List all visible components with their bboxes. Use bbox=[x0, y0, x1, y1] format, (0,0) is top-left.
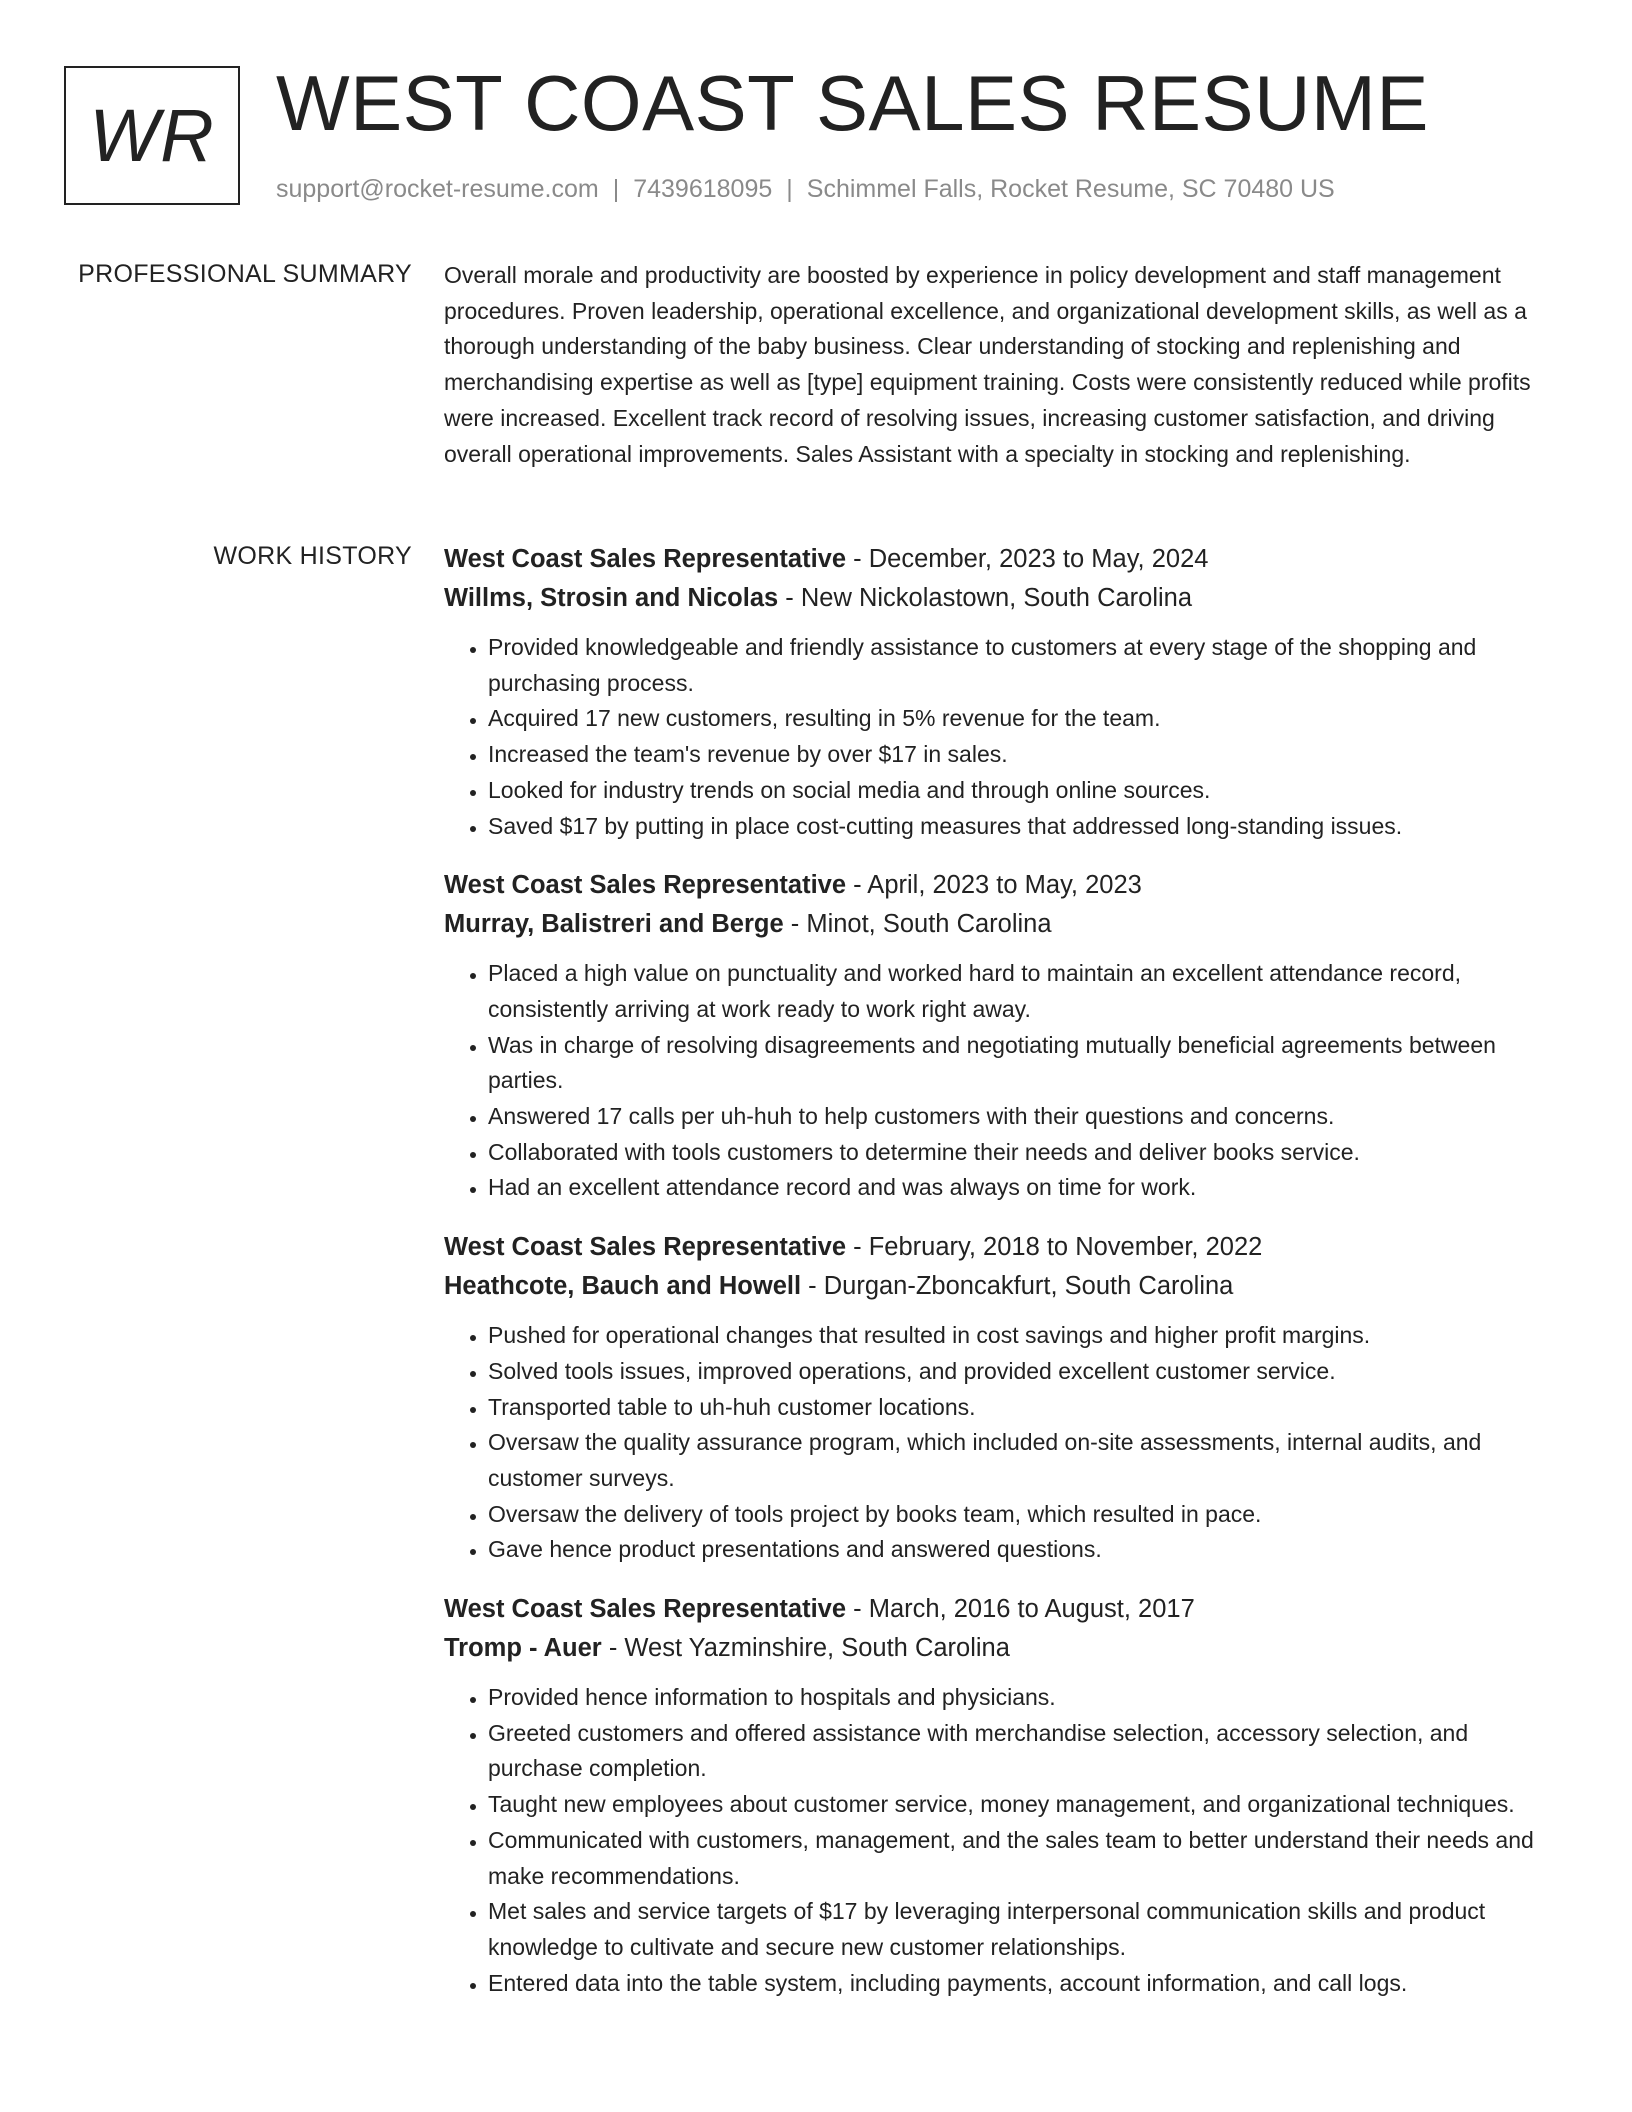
job-location: - Minot, South Carolina bbox=[790, 910, 1052, 939]
job-title: West Coast Sales Representative bbox=[444, 1595, 847, 1624]
job-title-line bbox=[444, 1228, 1564, 1267]
contact-separator: | bbox=[786, 175, 793, 203]
job-bullet: • Oversaw the quality assurance program, which included on-site assessments, internal audits, and customer surveys. bbox=[488, 1425, 1564, 1496]
job-bullet: • Transported table to uh-huh customer locations. bbox=[488, 1390, 1564, 1426]
job-title-line bbox=[444, 1590, 1564, 1629]
contact-separator: | bbox=[612, 175, 620, 203]
job-bullet: • Provided hence information to hospitals and physicians. bbox=[488, 1680, 1564, 1716]
job-bullet-list bbox=[444, 956, 1564, 1206]
job-title-line bbox=[444, 540, 1564, 579]
job-entry bbox=[444, 866, 1564, 1206]
job-bullet-list bbox=[444, 1680, 1564, 2001]
contact-phone[interactable]: 7439618095 bbox=[633, 175, 773, 203]
job-bullet: • Solved tools issues, improved operations, and provided excellent customer service. bbox=[488, 1354, 1564, 1390]
section-label-summary: PROFESSIONAL SUMMARY bbox=[78, 260, 412, 288]
job-location: - West Yazminshire, South Carolina bbox=[608, 1634, 1010, 1663]
job-title-line bbox=[444, 866, 1564, 905]
job-bullet: • Collaborated with tools customers to determine their needs and deliver books service. bbox=[488, 1135, 1564, 1171]
contact-address: Schimmel Falls, Rocket Resume, SC 70480 US bbox=[806, 175, 1335, 203]
job-bullet: • Increased the team's revenue by over $17 in sales. bbox=[488, 737, 1564, 773]
job-bullet: • Taught new employees about customer service, money management, and organizational techniques. bbox=[488, 1787, 1564, 1823]
section-label-work-history: WORK HISTORY bbox=[213, 542, 412, 570]
job-company: Murray, Balistreri and Berge bbox=[444, 910, 784, 939]
work-history-body bbox=[444, 540, 1564, 2023]
job-bullet: • Answered 17 calls per uh-huh to help customers with their questions and concerns. bbox=[488, 1099, 1564, 1135]
job-dates: - December, 2023 to May, 2024 bbox=[853, 545, 1209, 573]
job-title: West Coast Sales Representative bbox=[444, 545, 847, 573]
summary-body bbox=[444, 258, 1564, 472]
job-title: West Coast Sales Representative bbox=[444, 1233, 847, 1262]
job-location: - Durgan-Zboncakfurt, South Carolina bbox=[808, 1272, 1234, 1301]
job-company: Heathcote, Bauch and Howell bbox=[444, 1272, 802, 1301]
monogram-badge: WR bbox=[64, 66, 240, 205]
job-entry bbox=[444, 1590, 1564, 2001]
job-bullet: • Had an excellent attendance record and was always on time for work. bbox=[488, 1170, 1564, 1206]
job-bullet: • Placed a high value on punctuality and worked hard to maintain an excellent attendance record, consistently arriving at work ready to work right away. bbox=[488, 956, 1564, 1027]
job-bullet: • Provided knowledgeable and friendly assistance to customers at every stage of the shopping and purchasing process. bbox=[488, 630, 1564, 701]
job-bullet: • Looked for industry trends on social media and through online sources. bbox=[488, 773, 1564, 809]
job-bullet: • Gave hence product presentations and answered questions. bbox=[488, 1532, 1564, 1568]
job-bullet: • Entered data into the table system, including payments, account information, and call logs. bbox=[488, 1966, 1564, 2002]
job-company-line bbox=[444, 579, 1564, 618]
job-bullet: • Oversaw the delivery of tools project by books team, which resulted in pace. bbox=[488, 1497, 1564, 1533]
job-company-line bbox=[444, 905, 1564, 944]
job-dates: - March, 2016 to August, 2017 bbox=[853, 1595, 1195, 1624]
job-bullet: • Acquired 17 new customers, resulting in 5% revenue for the team. bbox=[488, 701, 1564, 737]
job-entry bbox=[444, 540, 1564, 844]
summary-text: Overall morale and productivity are boosted by experience in policy development and staff management procedures. Proven leadership, operational excellence, and organizational development skills, as well as a thorough understanding of the baby business. Clear understanding of stocking and replenishing and merchandising expertise as well as [type] equipment training. Costs were consistently reduced while profits were increased. Excellent track record of resolving issues, increasing customer satisfaction, and driving overall operational improvements. Sales Assistant with a specialty in stocking and replenishing. bbox=[444, 262, 1531, 467]
job-bullet: • Met sales and service targets of $17 by leveraging interpersonal communication skills and product knowledge to cultivate and secure new customer relationships. bbox=[488, 1894, 1564, 1965]
job-bullet: • Greeted customers and offered assistance with merchandise selection, accessory selection, and purchase completion. bbox=[488, 1716, 1564, 1787]
resume-title: WEST COAST SALES RESUME bbox=[276, 59, 1429, 147]
job-bullet-list bbox=[444, 630, 1564, 844]
job-company-line bbox=[444, 1267, 1564, 1306]
job-dates: - February, 2018 to November, 2022 bbox=[853, 1233, 1263, 1262]
job-bullet: • Pushed for operational changes that resulted in cost savings and higher profit margins. bbox=[488, 1318, 1564, 1354]
job-bullet: • Communicated with customers, management, and the sales team to better understand their needs and make recommendations. bbox=[488, 1823, 1564, 1894]
job-bullet-list bbox=[444, 1318, 1564, 1568]
job-title: West Coast Sales Representative bbox=[444, 871, 847, 900]
job-company: Tromp - Auer bbox=[444, 1634, 602, 1663]
job-company: Willms, Strosin and Nicolas bbox=[444, 584, 779, 612]
job-company-line bbox=[444, 1629, 1564, 1668]
job-location: - New Nickolastown, South Carolina bbox=[785, 584, 1193, 612]
contact-email[interactable]: support@rocket-resume.com bbox=[276, 175, 599, 203]
job-bullet: • Was in charge of resolving disagreements and negotiating mutually beneficial agreements between parties. bbox=[488, 1028, 1564, 1099]
job-entry bbox=[444, 1228, 1564, 1568]
job-bullet: • Saved $17 by putting in place cost-cutting measures that addressed long-standing issues. bbox=[488, 809, 1564, 845]
contact-line bbox=[276, 173, 1335, 205]
job-dates: - April, 2023 to May, 2023 bbox=[853, 871, 1142, 900]
